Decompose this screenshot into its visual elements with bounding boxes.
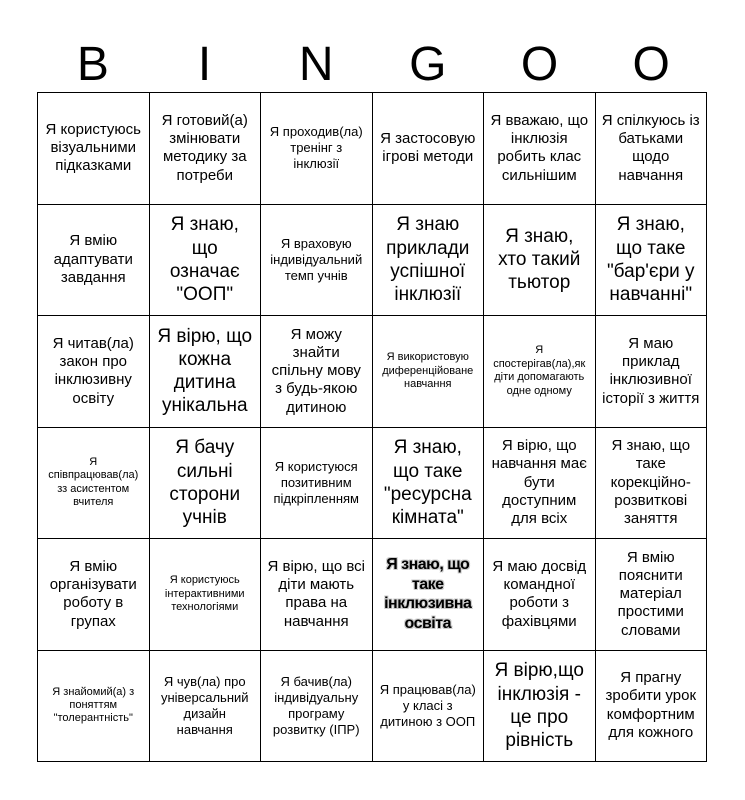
bingo-cell[interactable]: Я знаю, що таке "бар'єри у навчанні" (596, 205, 708, 317)
bingo-cell[interactable]: Я бачу сильні сторони учнів (150, 428, 262, 540)
bingo-cell[interactable]: Я вірю, що кожна дитина унікальна (150, 316, 262, 428)
bingo-cell[interactable]: Я знаю, що таке корекційно-розвиткові заняття (596, 428, 708, 540)
header-letter: B (76, 38, 109, 91)
bingo-cell[interactable]: Я користуюсь інтерактивними технологіями (150, 539, 262, 651)
bingo-cell[interactable]: Я вірю,що інклюзія - це про рівність (484, 651, 596, 763)
bingo-cell[interactable]: Я працював(ла) у класі з дитиною з ООП (373, 651, 485, 763)
bingo-cell[interactable]: Я готовий(а) змінювати методику за потреби (150, 93, 262, 205)
bingo-header (37, 36, 707, 94)
bingo-cell[interactable]: Я використовую диференційоване навчання (373, 316, 485, 428)
bingo-cell[interactable]: Я спостерігав(ла),як діти допомагають одне одному (484, 316, 596, 428)
header-letter: O (632, 38, 670, 91)
bingo-cell[interactable]: Я знаю, що означає "ООП" (150, 205, 262, 317)
bingo-cell[interactable]: Я вірю, що навчання має бути доступним для всіх (484, 428, 596, 540)
bingo-cell[interactable]: Я вмію адаптувати завдання (38, 205, 150, 317)
bingo-cell[interactable]: Я знаю приклади успішної інклюзії (373, 205, 485, 317)
bingo-cell[interactable]: Я співпрацював(ла) зз асистентом вчителя (38, 428, 150, 540)
bingo-cell[interactable]: Я враховую індивідуальний темп учнів (261, 205, 373, 317)
bingo-cell[interactable]: Я користуюсь візуальними підказками (38, 93, 150, 205)
bingo-cell[interactable]: Я читав(ла) закон про інклюзивну освіту (38, 316, 150, 428)
bingo-cell[interactable]: Я проходив(ла) тренінг з інклюзії (261, 93, 373, 205)
bingo-cell[interactable]: Я прагну зробити урок комфортним для кожного (596, 651, 708, 763)
free-space-cell[interactable]: Я знаю, що таке інклюзивна освіта (373, 539, 485, 651)
bingo-cell[interactable]: Я знайомий(а) з поняттям "толерантність" (38, 651, 150, 763)
bingo-cell[interactable]: Я вважаю, що інклюзія робить клас сильнішим (484, 93, 596, 205)
header-letter: N (298, 38, 334, 91)
bingo-cell[interactable]: Я бачив(ла) індивідуальну програму розвитку (ІПР) (261, 651, 373, 763)
bingo-cell[interactable]: Я вмію організувати роботу в групах (38, 539, 150, 651)
bingo-cell[interactable]: Я вірю, що всі діти мають права на навчання (261, 539, 373, 651)
bingo-grid (37, 92, 707, 762)
bingo-cell[interactable]: Я маю приклад інклюзивної історії з життя (596, 316, 708, 428)
bingo-cell[interactable]: Я знаю, хто такий тьютор (484, 205, 596, 317)
header-letter: I (197, 38, 212, 91)
bingo-cell[interactable]: Я спілкуюсь із батьками щодо навчання (596, 93, 708, 205)
bingo-cell[interactable]: Я маю досвід командної роботи з фахівцями (484, 539, 596, 651)
header-letter: G (409, 38, 447, 91)
bingo-cell[interactable]: Я вмію пояснити матеріал простими словами (596, 539, 708, 651)
header-letter: O (520, 38, 559, 91)
bingo-cell[interactable]: Я застосовую ігрові методи (373, 93, 485, 205)
bingo-cell[interactable]: Я чув(ла) про універсальний дизайн навчання (150, 651, 262, 763)
bingo-cell[interactable]: Я можу знайти спільну мову з будь-якою дитиною (261, 316, 373, 428)
bingo-cell[interactable]: Я знаю, що таке "ресурсна кімната" (373, 428, 485, 540)
bingo-cell[interactable]: Я користуюся позитивним підкріпленням (261, 428, 373, 540)
